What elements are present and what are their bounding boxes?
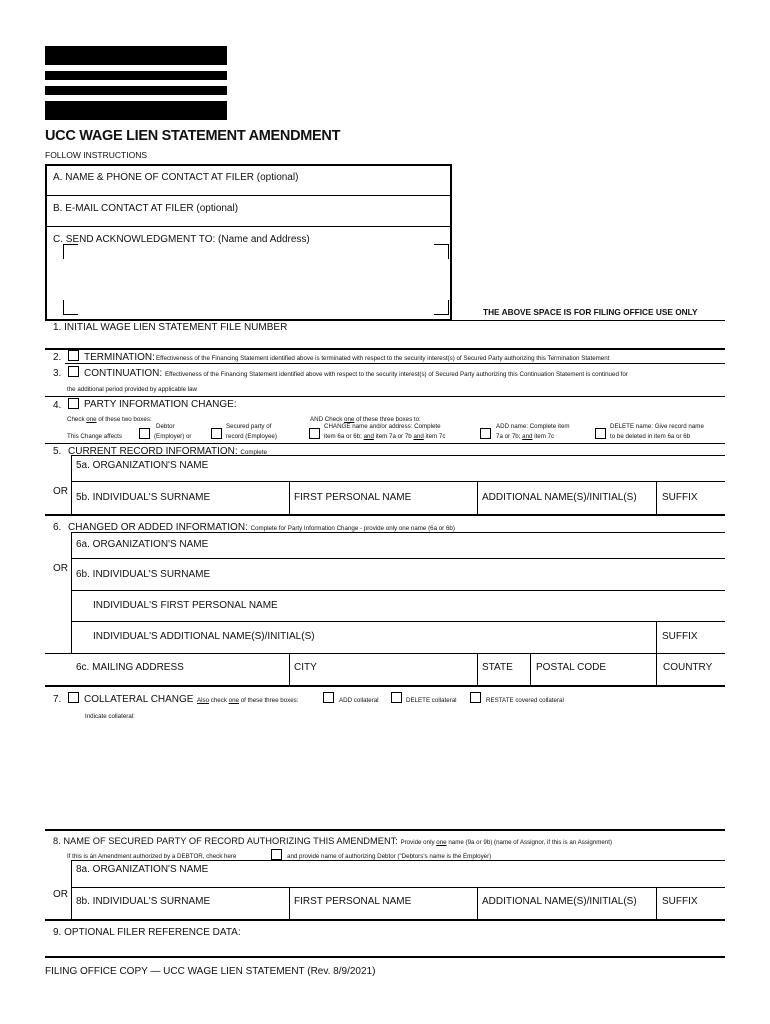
item5-first-name-label[interactable]: FIRST PERSONAL NAME [294, 492, 412, 503]
item2-number: 2. [53, 352, 62, 363]
redaction-bar-2 [45, 71, 227, 80]
termination-desc: Effectiveness of the Financing Statement identified above is terminated with respect to the security interest(s) of Secured Party authorizing this Termination Statement [156, 355, 610, 362]
item6-state-label[interactable]: STATE [482, 662, 513, 673]
item8-label: 8. NAME OF SECURED PARTY OF RECORD AUTHORIZING THIS AMENDMENT: Provide only one name (9a or 9b) (name of Assignor, if this is an Assignment) [53, 836, 613, 846]
secured-label-1: Secured party of [226, 423, 272, 430]
item8-or: OR [53, 889, 68, 900]
redaction-bar-3 [45, 86, 227, 95]
debtor-authorized-note-2: and provide name of authorizing Debtor ("Debtors's name is the Employer) [287, 853, 492, 860]
address-bracket-br [434, 300, 449, 315]
item3-number: 3. [53, 368, 62, 379]
item9-reference-label[interactable]: 9. OPTIONAL FILER REFERENCE DATA: [53, 927, 241, 938]
address-bracket-bl [63, 300, 78, 315]
termination-label: TERMINATION: [84, 352, 155, 363]
debtor-checkbox[interactable] [139, 428, 150, 439]
send-ack-label[interactable]: C. SEND ACKNOWLEDGMENT TO: (Name and Address) [53, 234, 310, 245]
item8-surname-label[interactable]: 8b. INDIVIDUAL'S SURNAME [76, 896, 211, 907]
item6-surname-label[interactable]: 6b. INDIVIDUAL'S SURNAME [76, 569, 211, 580]
delete-collateral-label: DELETE collateral [406, 697, 457, 704]
address-bracket-tl [63, 244, 78, 259]
and-check-one: AND Check one of these three boxes to: [310, 416, 421, 423]
continuation-desc-2: the additional period provided by applicable law [67, 386, 198, 393]
item5-number: 5. [53, 446, 62, 457]
delete-label-1: DELETE name: Give record name [610, 423, 704, 430]
item8-org-label: 8a. ORGANIZATION'S NAME [76, 864, 209, 875]
item6-postal-label[interactable]: POSTAL CODE [536, 662, 607, 673]
item8-suffix-label[interactable]: SUFFIX [662, 896, 698, 907]
item7-number: 7. [53, 694, 62, 705]
item6-mailing-label[interactable]: 6c. MAILING ADDRESS [76, 662, 184, 673]
changed-info-label: CHANGED OR ADDED INFORMATION: Complete for Party Information Change - provide only one name (6a or 6b) [68, 522, 455, 533]
delete-label-2: to be deleted in item 6a or 6b [610, 433, 691, 440]
item6-org-label: 6a. ORGANIZATION'S NAME [76, 539, 209, 550]
redaction-bar-4 [45, 101, 227, 120]
add-name-checkbox[interactable] [480, 428, 491, 439]
collateral-check-note: Also check one of these three boxes: [197, 697, 299, 704]
restate-collateral-checkbox[interactable] [470, 692, 481, 703]
item6-first-name-label[interactable]: INDIVIDUAL'S FIRST PERSONAL NAME [93, 600, 278, 611]
delete-collateral-checkbox[interactable] [391, 692, 402, 703]
item5-surname-label[interactable]: 5b. INDIVIDUAL'S SURNAME [76, 492, 211, 503]
item6-or: OR [53, 563, 68, 574]
redaction-bar-1 [45, 46, 227, 65]
item6-city-label[interactable]: CITY [294, 662, 317, 673]
item5-additional-name-label[interactable]: ADDITIONAL NAME(S)/INITIAL(S) [482, 492, 637, 503]
form-title: UCC WAGE LIEN STATEMENT AMENDMENT [45, 128, 341, 144]
affects-label: This Change affects [67, 433, 122, 440]
continuation-label: CONTINUATION: [84, 368, 163, 379]
secured-label-2: record (Employee) [226, 433, 277, 440]
party-change-checkbox[interactable] [68, 398, 79, 409]
debtor-label-1: Debtor [156, 423, 175, 430]
item6-additional-name-label[interactable]: INDIVIDUAL'S ADDITIONAL NAME(S)/INITIAL(S) [93, 631, 315, 642]
item5-org-label: 5a. ORGANIZATION'S NAME [76, 460, 209, 471]
item8-additional-name-label[interactable]: ADDITIONAL NAME(S)/INITIAL(S) [482, 896, 637, 907]
item5-suffix-label[interactable]: SUFFIX [662, 492, 698, 503]
add-collateral-label: ADD collateral [339, 697, 379, 704]
change-label-2: item 6a or 6b; and item 7a or 7b and item 7c [324, 433, 446, 440]
follow-instructions: FOLLOW INSTRUCTIONS [45, 150, 148, 160]
termination-checkbox[interactable] [68, 350, 79, 361]
party-change-label: PARTY INFORMATION CHANGE: [84, 399, 237, 410]
add-collateral-checkbox[interactable] [323, 692, 334, 703]
continuation-checkbox[interactable] [68, 366, 79, 377]
debtor-authorized-checkbox[interactable] [271, 849, 282, 860]
filer-email-label[interactable]: B. E-MAIL CONTACT AT FILER (optional) [53, 203, 239, 214]
address-bracket-tr [434, 244, 449, 259]
item8-first-name-label[interactable]: FIRST PERSONAL NAME [294, 896, 412, 907]
change-label-1: CHANGE name and/or address: Complete [324, 423, 441, 430]
add-label-1: ADD name: Complete item [496, 423, 570, 430]
current-record-label: CURRENT RECORD INFORMATION: Complete [68, 446, 267, 457]
delete-name-checkbox[interactable] [595, 428, 606, 439]
check-one-two: Check one of these two boxes: [67, 416, 152, 423]
indicate-collateral-label: Indicate collateral: [85, 713, 135, 720]
filer-contact-label[interactable]: A. NAME & PHONE OF CONTACT AT FILER (optional) [53, 172, 299, 183]
footer-text: FILING OFFICE COPY — UCC WAGE LIEN STATEMENT (Rev. 8/9/2021) [45, 966, 376, 977]
continuation-desc: Effectiveness of the Financing Statement identified above with respect to the security interest(s) of Secured Party authorizing this Continuation Statement is continued for [165, 371, 628, 378]
office-use-note: THE ABOVE SPACE IS FOR FILING OFFICE USE ONLY [483, 307, 698, 317]
debtor-label-2: (Employer) or [154, 433, 192, 440]
debtor-authorized-note-1: If this is an Amendment authorized by a DEBTOR, check here [67, 853, 237, 860]
collateral-text-area[interactable] [85, 724, 715, 824]
add-label-2: 7a or 7b; and item 7c [496, 433, 555, 440]
secured-party-checkbox[interactable] [211, 428, 222, 439]
item6-suffix-label[interactable]: SUFFIX [662, 631, 698, 642]
item6-country-label[interactable]: COUNTRY [663, 662, 713, 673]
collateral-change-label: COLLATERAL CHANGE [84, 694, 194, 705]
restate-collateral-label: RESTATE covered collateral [486, 697, 564, 704]
item5-or: OR [53, 486, 68, 497]
item4-number: 4. [53, 400, 62, 411]
item1-file-number-label[interactable]: 1. INITIAL WAGE LIEN STATEMENT FILE NUMBER [53, 322, 288, 333]
collateral-change-checkbox[interactable] [68, 692, 79, 703]
item6-number: 6. [53, 522, 62, 533]
change-name-checkbox[interactable] [309, 428, 320, 439]
